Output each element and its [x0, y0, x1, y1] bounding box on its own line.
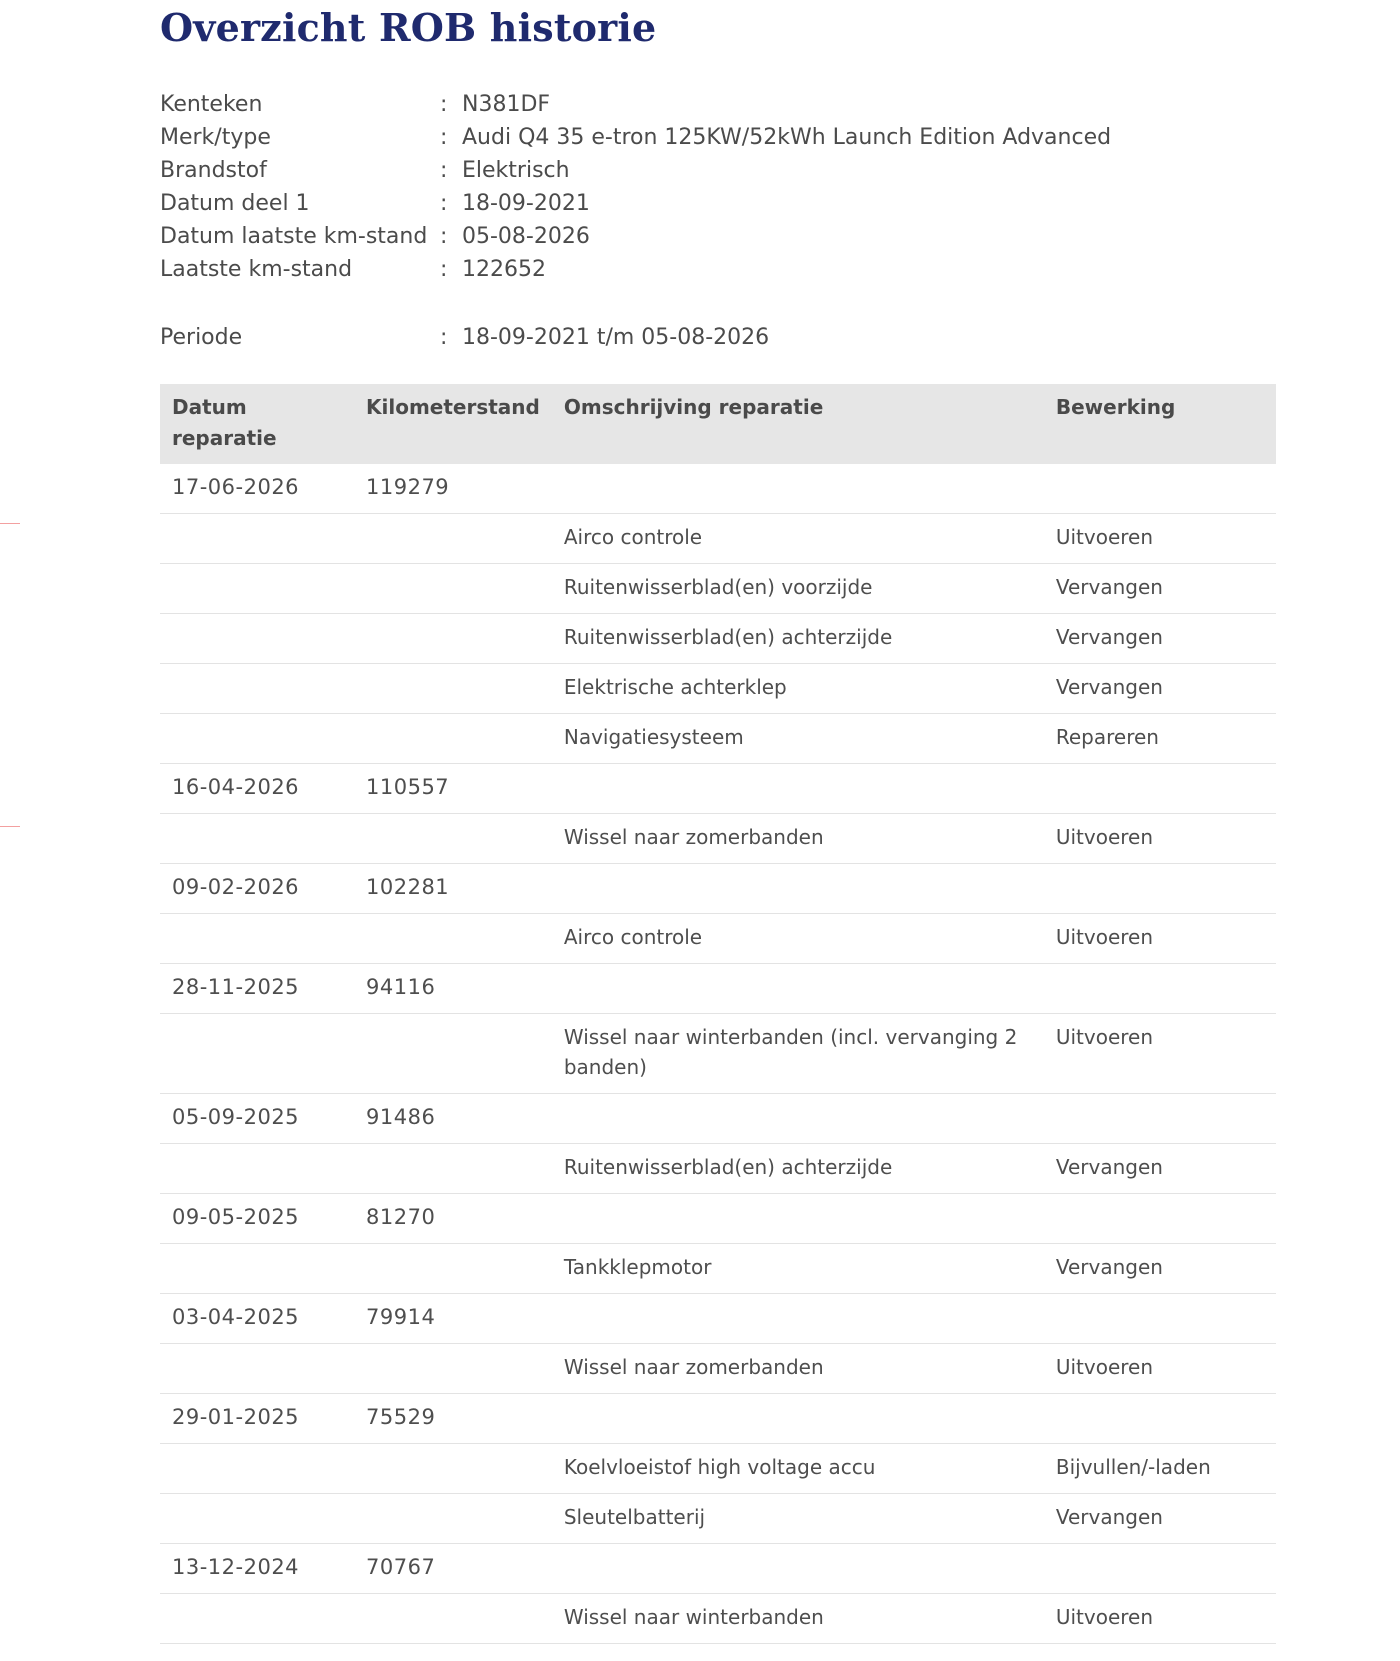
cell-description	[552, 764, 1044, 814]
cell-date	[160, 514, 354, 564]
cell-description: Navigatiesysteem	[552, 714, 1044, 764]
repair-item-row	[160, 664, 1276, 714]
cell-date	[160, 1494, 354, 1544]
info-row-datum-laatste-km-stand	[160, 220, 1276, 253]
cell-description: Elektrische achterklep	[552, 664, 1044, 714]
info-label: Datum deel 1	[160, 191, 310, 216]
cell-description	[552, 1394, 1044, 1444]
cell-operation	[1044, 964, 1276, 1014]
cell-description: Ruitenwisserblad(en) achterzijde	[552, 1144, 1044, 1194]
cell-operation: Vervangen	[1044, 1144, 1276, 1194]
info-value: Audi Q4 35 e-tron 125KW/52kWh Launch Edition Advanced	[462, 125, 1112, 150]
cell-operation: Bijvullen/-laden	[1044, 1444, 1276, 1494]
info-value: 05-08-2026	[462, 224, 590, 249]
cell-description: Ruitenwisserblad(en) voorzijde	[552, 564, 1044, 614]
cell-description: Wissel naar zomerbanden	[552, 814, 1044, 864]
repair-item-row	[160, 1444, 1276, 1494]
cell-date	[160, 914, 354, 964]
cell-operation	[1044, 464, 1276, 514]
cell-km	[354, 1144, 552, 1194]
cell-operation	[1044, 1094, 1276, 1144]
table-body	[160, 464, 1276, 1644]
repair-item-row	[160, 514, 1276, 564]
repair-item-row	[160, 1244, 1276, 1294]
cell-date: 29-01-2025	[160, 1394, 354, 1444]
cell-operation	[1044, 1394, 1276, 1444]
repair-item-row	[160, 1494, 1276, 1544]
cell-description: Koelvloeistof high voltage accu	[552, 1444, 1044, 1494]
table-header	[160, 384, 1276, 464]
cell-date: 17-06-2026	[160, 464, 354, 514]
visit-row	[160, 1094, 1276, 1144]
cell-description: Wissel naar zomerbanden	[552, 1344, 1044, 1394]
visit-row	[160, 964, 1276, 1014]
cell-operation: Uitvoeren	[1044, 1344, 1276, 1394]
visit-row	[160, 464, 1276, 514]
info-label: Laatste km-stand	[160, 257, 353, 282]
cell-date	[160, 1594, 354, 1644]
cell-km: 102281	[354, 864, 552, 914]
info-label: Kenteken	[160, 92, 263, 117]
cell-date: 09-05-2025	[160, 1194, 354, 1244]
repair-item-row	[160, 1344, 1276, 1394]
repair-item-row	[160, 1144, 1276, 1194]
cell-operation: Uitvoeren	[1044, 814, 1276, 864]
cell-date: 28-11-2025	[160, 964, 354, 1014]
info-colon: :	[440, 257, 448, 282]
cell-operation: Vervangen	[1044, 1494, 1276, 1544]
cell-description: Sleutelbatterij	[552, 1494, 1044, 1544]
cell-description	[552, 1094, 1044, 1144]
header-date: Datum reparatie	[160, 384, 354, 464]
cell-operation: Uitvoeren	[1044, 914, 1276, 964]
cell-description	[552, 1194, 1044, 1244]
cell-km: 119279	[354, 464, 552, 514]
margin-mark	[0, 826, 20, 827]
info-row-datum-deel-1	[160, 187, 1276, 220]
cell-operation: Uitvoeren	[1044, 1594, 1276, 1644]
cell-km	[354, 914, 552, 964]
repair-item-row	[160, 1014, 1276, 1094]
cell-km	[354, 1444, 552, 1494]
cell-description	[552, 464, 1044, 514]
cell-operation: Repareren	[1044, 714, 1276, 764]
cell-km	[354, 564, 552, 614]
header-description: Omschrijving reparatie	[552, 384, 1044, 464]
cell-km: 91486	[354, 1094, 552, 1144]
page-title: Overzicht ROB historie	[160, 5, 657, 50]
info-colon: :	[440, 125, 448, 150]
cell-operation: Vervangen	[1044, 564, 1276, 614]
info-value: 18-09-2021 t/m 05-08-2026	[462, 325, 770, 350]
cell-operation	[1044, 764, 1276, 814]
cell-date	[160, 714, 354, 764]
info-colon: :	[440, 158, 448, 183]
repair-item-row	[160, 1594, 1276, 1644]
cell-description: Airco controle	[552, 914, 1044, 964]
info-value: Elektrisch	[462, 158, 570, 183]
cell-km	[354, 664, 552, 714]
cell-date	[160, 1144, 354, 1194]
cell-km: 110557	[354, 764, 552, 814]
visit-row	[160, 864, 1276, 914]
visit-row	[160, 1394, 1276, 1444]
cell-km	[354, 1494, 552, 1544]
cell-date	[160, 814, 354, 864]
cell-operation	[1044, 864, 1276, 914]
cell-date: 05-09-2025	[160, 1094, 354, 1144]
cell-operation	[1044, 1294, 1276, 1344]
repair-item-row	[160, 614, 1276, 664]
cell-date	[160, 1244, 354, 1294]
cell-description	[552, 1544, 1044, 1594]
cell-description: Tankklepmotor	[552, 1244, 1044, 1294]
cell-description: Wissel naar winterbanden	[552, 1594, 1044, 1644]
cell-description	[552, 864, 1044, 914]
cell-operation: Vervangen	[1044, 1244, 1276, 1294]
cell-description	[552, 1294, 1044, 1344]
visit-row	[160, 1194, 1276, 1244]
info-row-periode	[160, 321, 1276, 354]
cell-km	[354, 614, 552, 664]
cell-km	[354, 1014, 552, 1094]
cell-date	[160, 664, 354, 714]
cell-date	[160, 1014, 354, 1094]
visit-row	[160, 1294, 1276, 1344]
cell-date: 03-04-2025	[160, 1294, 354, 1344]
header-operation: Bewerking	[1044, 384, 1276, 464]
cell-description	[552, 964, 1044, 1014]
info-colon: :	[440, 325, 448, 350]
info-label: Datum laatste km-stand	[160, 224, 428, 249]
visit-row	[160, 1544, 1276, 1594]
header-row	[160, 384, 1276, 464]
info-label: Brandstof	[160, 158, 267, 183]
info-colon: :	[440, 224, 448, 249]
cell-date	[160, 614, 354, 664]
cell-operation: Uitvoeren	[1044, 514, 1276, 564]
cell-operation: Uitvoeren	[1044, 1014, 1276, 1094]
cell-km: 94116	[354, 964, 552, 1014]
cell-description: Wissel naar winterbanden (incl. vervanging 2 banden)	[552, 1014, 1044, 1094]
cell-operation	[1044, 1194, 1276, 1244]
cell-date	[160, 564, 354, 614]
report-page	[160, 0, 1276, 1644]
cell-date	[160, 1344, 354, 1394]
cell-date	[160, 1444, 354, 1494]
cell-operation: Vervangen	[1044, 664, 1276, 714]
cell-date: 16-04-2026	[160, 764, 354, 814]
cell-km: 79914	[354, 1294, 552, 1344]
margin-mark	[0, 523, 20, 524]
repair-item-row	[160, 914, 1276, 964]
vehicle-info	[160, 88, 1276, 286]
info-label: Merk/type	[160, 125, 271, 150]
cell-km	[354, 1594, 552, 1644]
cell-description: Airco controle	[552, 514, 1044, 564]
info-colon: :	[440, 92, 448, 117]
visit-row	[160, 764, 1276, 814]
repair-item-row	[160, 564, 1276, 614]
cell-date: 09-02-2026	[160, 864, 354, 914]
info-row-laatste-km-stand	[160, 253, 1276, 286]
cell-km: 81270	[354, 1194, 552, 1244]
repair-item-row	[160, 714, 1276, 764]
cell-km	[354, 1344, 552, 1394]
repair-item-row	[160, 814, 1276, 864]
cell-km	[354, 814, 552, 864]
cell-description: Ruitenwisserblad(en) achterzijde	[552, 614, 1044, 664]
info-row-kenteken	[160, 88, 1276, 121]
info-row-merk-type	[160, 121, 1276, 154]
info-value: 18-09-2021	[462, 191, 590, 216]
info-value: 122652	[462, 257, 546, 282]
info-label: Periode	[160, 325, 243, 350]
cell-km	[354, 514, 552, 564]
cell-km	[354, 1244, 552, 1294]
repair-history-table	[160, 384, 1276, 1644]
info-row-brandstof	[160, 154, 1276, 187]
cell-km: 75529	[354, 1394, 552, 1444]
cell-km	[354, 714, 552, 764]
info-value: N381DF	[462, 92, 551, 117]
cell-operation: Vervangen	[1044, 614, 1276, 664]
header-km: Kilometerstand	[354, 384, 552, 464]
cell-date: 13-12-2024	[160, 1544, 354, 1594]
info-colon: :	[440, 191, 448, 216]
cell-operation	[1044, 1544, 1276, 1594]
cell-km: 70767	[354, 1544, 552, 1594]
